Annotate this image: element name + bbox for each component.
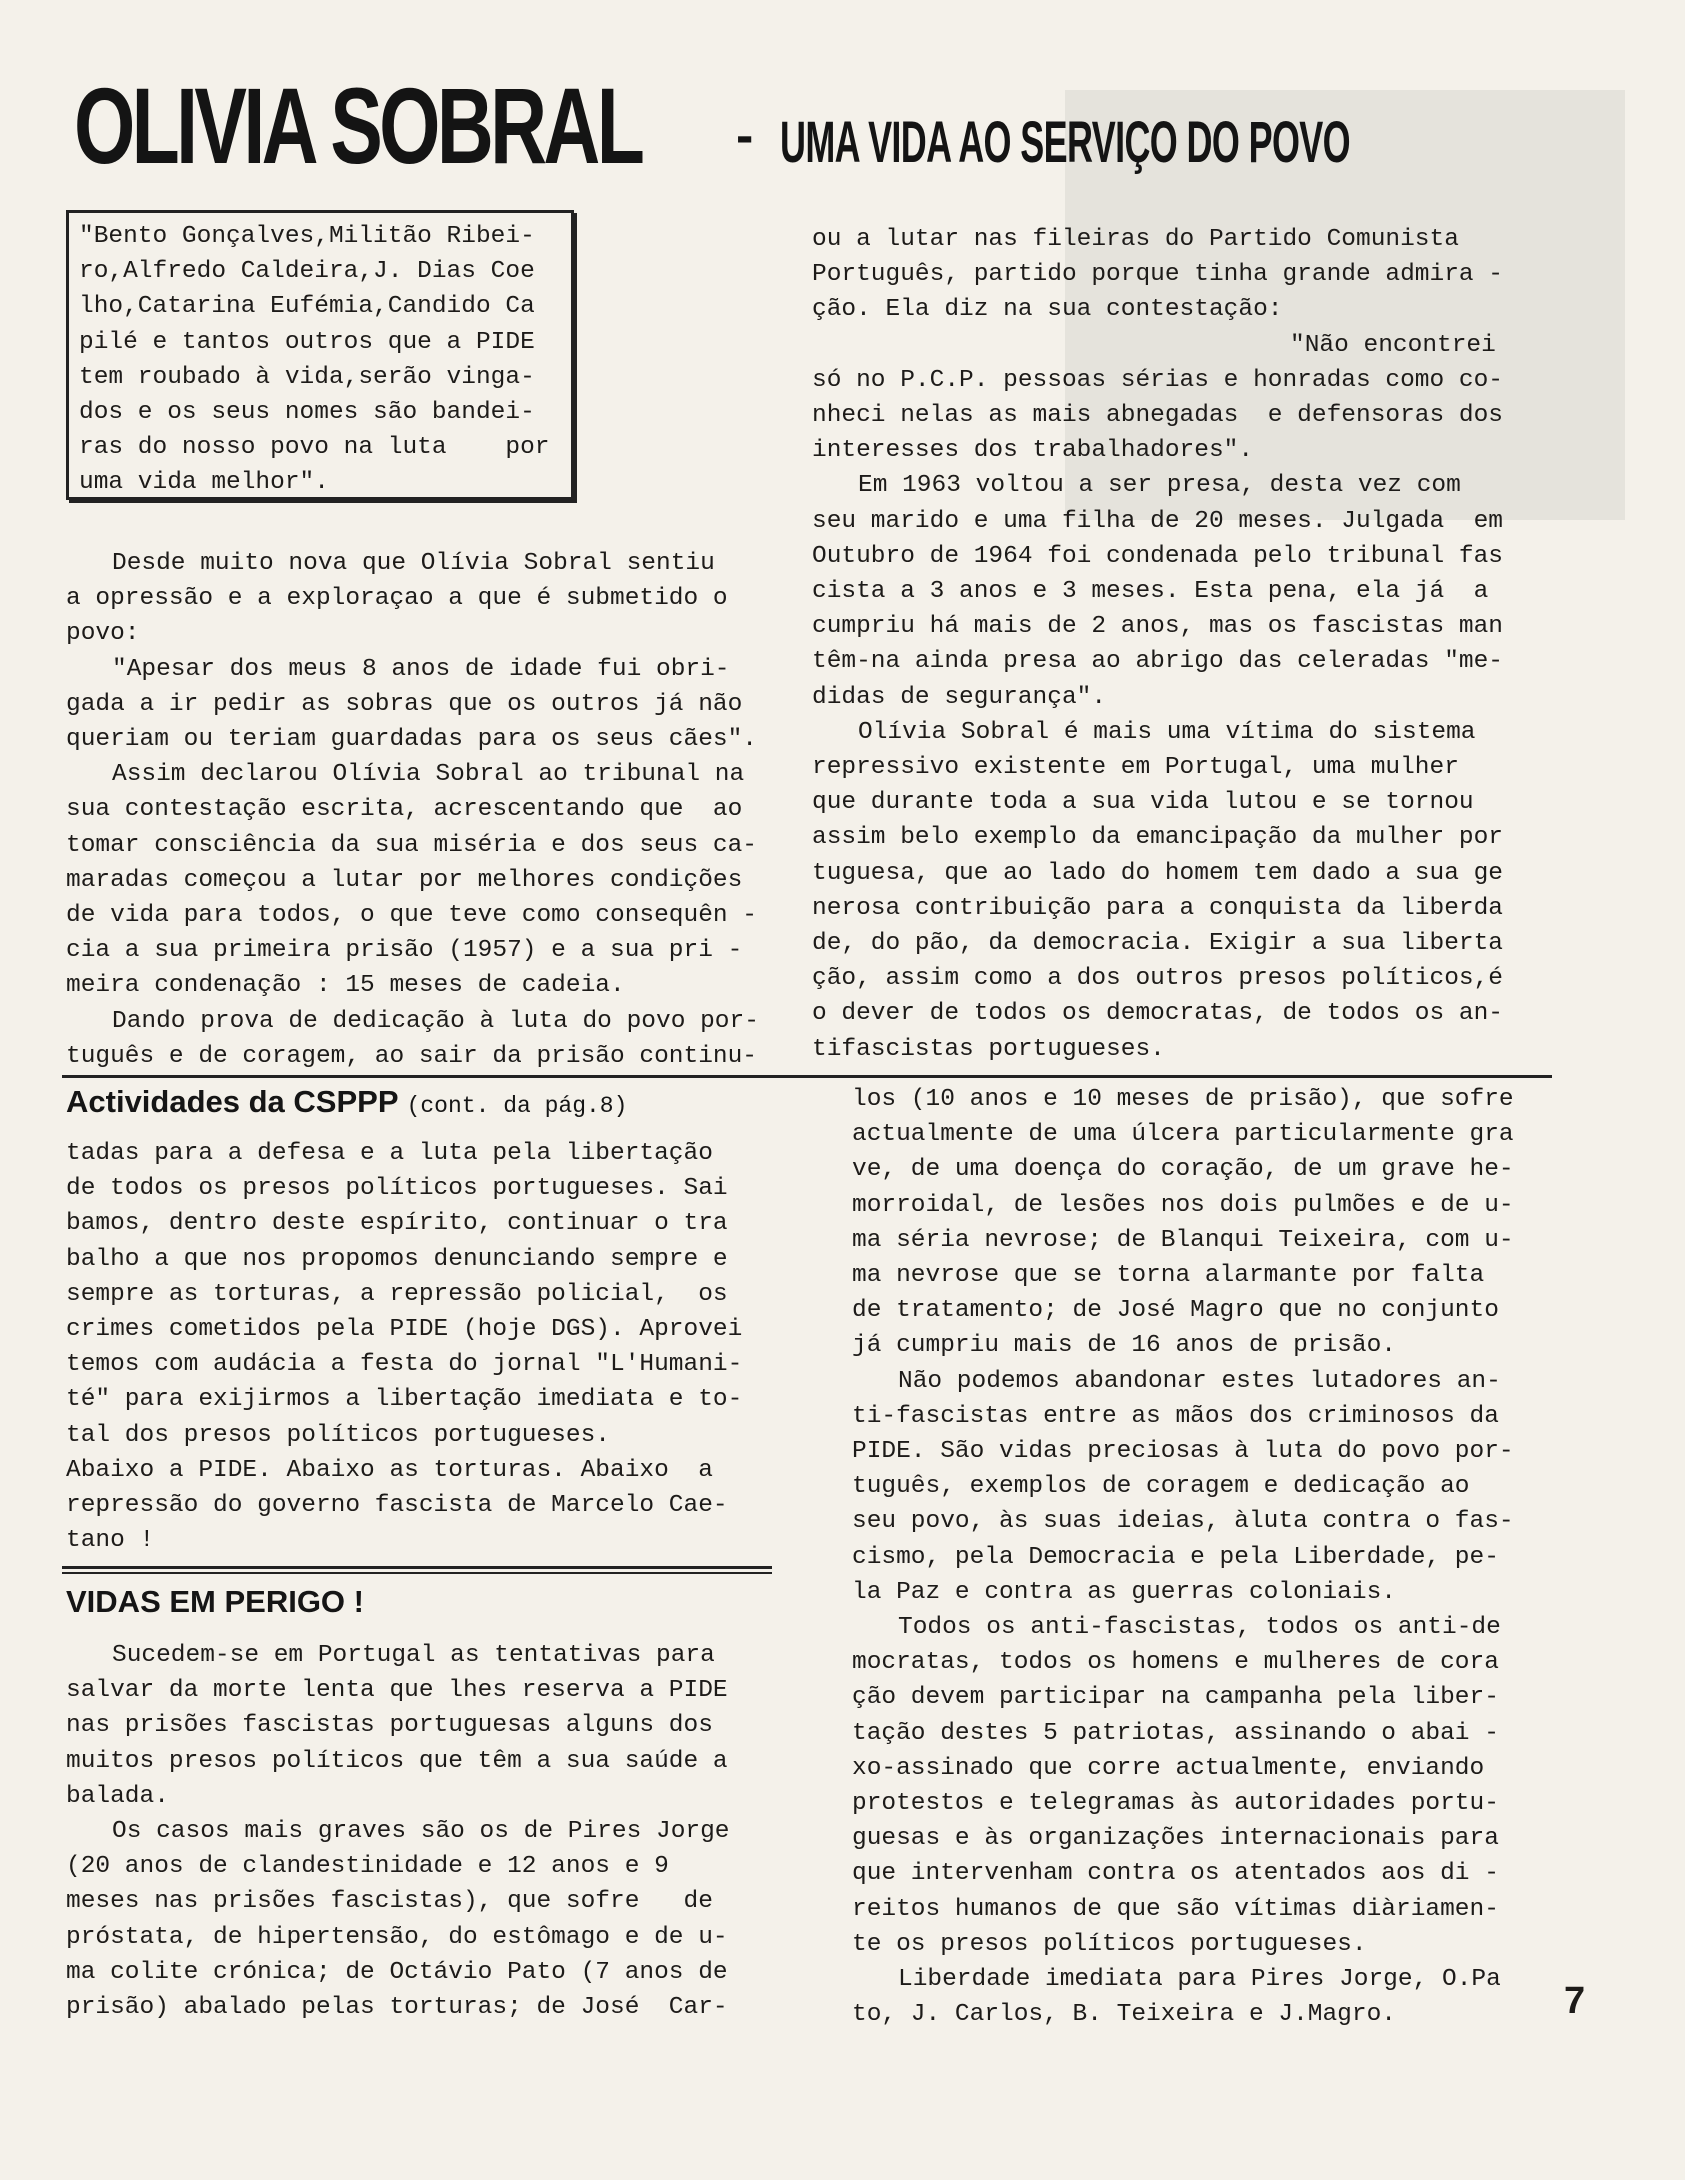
vidas-line: muitos presos políticos que têm a sua saúde a (66, 1747, 728, 1775)
article-line: a opressão e a exploraçao a que é submetido o (66, 585, 728, 613)
quote-line: pilé e tantos outros que a PIDE (79, 328, 535, 356)
article-line: Português, partido porque tinha grande admira - (812, 261, 1504, 289)
article-line: o dever de todos os democratas, de todos os an- (812, 1000, 1504, 1028)
cspp-line: bamos, dentro deste espírito, continuar o tra (66, 1210, 728, 1238)
headline (74, 40, 1454, 186)
vidas-line: Sucedem-se em Portugal as tentativas para (112, 1642, 715, 1669)
cspp-column (66, 1136, 742, 1558)
cspp-line: repressão do governo fascista de Marcelo Cae- (66, 1492, 728, 1520)
vidas-line: ção devem participar na campanha pela liber- (852, 1684, 1499, 1712)
vidas-line: to, J. Carlos, B. Teixeira e J.Magro. (852, 2001, 1396, 2029)
vidas-line: nas prisões fascistas portuguesas alguns dos (66, 1712, 713, 1740)
vidas-line: mocratas, todos os homens e mulheres de cora (852, 1649, 1499, 1677)
vidas-line: (20 anos de clandestinidade e 12 anos e 9 (66, 1853, 669, 1881)
article-line: nerosa contribuição para a conquista da liberda (812, 894, 1504, 922)
article-line: cista a 3 anos e 3 meses. Esta pena, ela já a (812, 578, 1489, 606)
article-line: povo: (66, 620, 140, 648)
quote-box (66, 210, 574, 500)
vidas-line: Liberdade imediata para Pires Jorge, O.Pa (898, 1966, 1501, 1994)
vidas-title: VIDAS EM PERIGO ! (66, 1584, 364, 1619)
cspp-line: tadas para a defesa e a luta pela libertação (66, 1140, 713, 1167)
vidas-line: próstata, de hipertensão, do estômago e de u- (66, 1923, 728, 1951)
vidas-heading (66, 1584, 364, 1620)
cspp-line: Abaixo a PIDE. Abaixo as torturas. Abaixo a (66, 1456, 713, 1484)
article-line: "Não encontrei (1290, 331, 1496, 359)
vidas-line: ma nevrose que se torna alarmante por falta (852, 1262, 1485, 1290)
article-line: assim belo exemplo da emancipação da mulher por (812, 824, 1504, 852)
article-line: nheci nelas as mais abnegadas e defensoras dos (812, 402, 1504, 430)
article-line: Assim declarou Olívia Sobral ao tribunal na (112, 761, 745, 789)
article-line: Outubro de 1964 foi condenada pelo tribunal fas (812, 542, 1504, 570)
headline-subtitle: UMA VIDA AO SERVIÇO DO POVO (780, 110, 1351, 175)
page-number: 7 (1564, 1980, 1586, 2022)
article-line: seu marido e uma filha de 20 meses. Julgada em (812, 507, 1504, 535)
vidas-line: te os presos políticos portugueses. (852, 1930, 1367, 1958)
vidas-left-column (66, 1638, 730, 2025)
section-divider (62, 1075, 1552, 1078)
vidas-line: tação destes 5 patriotas, assinando o abai - (852, 1719, 1499, 1747)
cspp-line: tal dos presos políticos portugueses. (66, 1421, 610, 1449)
quote-line: ro,Alfredo Caldeira,J. Dias Coe (79, 258, 535, 286)
vidas-line: ma séria nevrose; de Blanqui Teixeira, com u- (852, 1226, 1514, 1254)
article-line: tomar consciência da sua miséria e dos seus ca- (66, 831, 758, 859)
article-line: cumpriu há mais de 2 anos, mas os fascistas man (812, 613, 1504, 641)
article-right-column (812, 222, 1503, 1067)
vidas-line: tuguês, exemplos de coragem e dedicação ao (852, 1473, 1470, 1501)
cspp-line: balho a que nos propomos denunciando sempre e (66, 1245, 728, 1273)
vidas-line: já cumpriu mais de 16 anos de prisão. (852, 1332, 1396, 1360)
quote-line: dos e os seus nomes são bandei- (79, 399, 535, 427)
quote-line: tem roubado à vida,serão vinga- (79, 363, 535, 391)
article-line: têm-na ainda presa ao abrigo das celeradas "me- (812, 648, 1504, 676)
article-line: que durante toda a sua vida lutou e se tornou (812, 789, 1474, 817)
vidas-line: seu povo, às suas ideias, àluta contra o fas- (852, 1508, 1514, 1536)
article-line: ção. Ela diz na sua contestação: (812, 296, 1283, 324)
vidas-line: cismo, pela Democracia e pela Liberdade, pe- (852, 1543, 1499, 1571)
cspp-line: de todos os presos políticos portugueses. Sai (66, 1175, 728, 1203)
vidas-line: la Paz e contra as guerras coloniais. (852, 1578, 1396, 1606)
quote-line: uma vida melhor". (79, 469, 329, 497)
vidas-line: meses nas prisões fascistas), que sofre de (66, 1888, 713, 1916)
vidas-line: de tratamento; de José Magro que no conjunto (852, 1297, 1499, 1325)
section-double-rule (62, 1566, 772, 1574)
article-line: queriam ou teriam guardadas para os seus cães". (66, 726, 758, 754)
vidas-line: PIDE. São vidas preciosas à luta do povo por- (852, 1438, 1514, 1466)
vidas-line: prisão) abalado pelas torturas; de José Car- (66, 1994, 728, 2022)
vidas-line: Os casos mais graves são os de Pires Jorge (112, 1818, 730, 1846)
article-line: ou a lutar nas fileiras do Partido Comunista (812, 226, 1459, 253)
vidas-line: ve, de uma doença do coração, de um grave he- (852, 1156, 1514, 1184)
cspp-line: té" para exijirmos a libertação imediata e to- (66, 1386, 743, 1414)
article-line: maradas começou a lutar por melhores condições (66, 866, 743, 894)
vidas-line: salvar da morte lenta que lhes reserva a PIDE (66, 1677, 728, 1705)
vidas-line: balada. (66, 1782, 169, 1810)
quote-line: "Bento Gonçalves,Militão Ribei- (79, 223, 535, 250)
vidas-line: guesas e às organizações internacionais para (852, 1825, 1499, 1853)
vidas-line: ti-fascistas entre as mãos dos criminosos da (852, 1402, 1499, 1430)
vidas-line: actualmente de uma úlcera particularmente gra (852, 1121, 1514, 1149)
cspp-line: sempre as torturas, a repressão policial, os (66, 1280, 728, 1308)
article-line: interesses dos trabalhadores". (812, 437, 1254, 465)
article-line: de vida para todos, o que teve como consequên - (66, 902, 758, 930)
vidas-line: xo-assinado que corre actualmente, enviando (852, 1754, 1485, 1782)
article-line: didas de segurança". (812, 683, 1107, 711)
article-line: Olívia Sobral é mais uma vítima do sistema (858, 718, 1476, 746)
headline-separator: - (736, 107, 754, 165)
cspp-line: crimes cometidos pela PIDE (hoje DGS). Aprovei (66, 1316, 743, 1344)
vidas-line: morroidal, de lesões nos dois pulmões e de u- (852, 1191, 1514, 1219)
vidas-line: protestos e telegramas às autoridades portu- (852, 1790, 1499, 1818)
vidas-line: Não podemos abandonar estes lutadores an- (898, 1367, 1501, 1395)
article-left-column (66, 546, 759, 1074)
article-line: meira condenação : 15 meses de cadeia. (66, 972, 625, 1000)
vidas-line: reitos humanos de que são vítimas diàriamen- (852, 1895, 1499, 1923)
vidas-line: Todos os anti-fascistas, todos os anti-de (898, 1614, 1501, 1642)
headline-title: OLIVIA SOBRAL (74, 65, 642, 186)
article-line: ção, assim como a dos outros presos políticos,é (812, 965, 1504, 993)
vidas-line: los (10 anos e 10 meses de prisão), que sofre (852, 1086, 1514, 1113)
article-line: Dando prova de dedicação à luta do povo por- (112, 1007, 759, 1035)
quote-line: lho,Catarina Eufémia,Candido Ca (79, 293, 535, 321)
vidas-right-column (852, 1082, 1514, 2032)
quote-line: ras do nosso povo na luta por (79, 434, 550, 462)
cspp-continuation: (cont. da pág.8) (406, 1093, 628, 1119)
article-line: gada a ir pedir as sobras que os outros já não (66, 690, 743, 718)
article-line: Desde muito nova que Olívia Sobral sentiu (112, 550, 715, 577)
article-line: cia a sua primeira prisão (1957) e a sua pri - (66, 937, 743, 965)
article-line: Em 1963 voltou a ser presa, desta vez com (858, 472, 1461, 500)
cspp-line: tano ! (66, 1527, 155, 1555)
article-line: sua contestação escrita, acrescentando que ao (66, 796, 743, 824)
article-line: repressivo existente em Portugal, uma mulher (812, 754, 1459, 782)
article-line: tifascistas portugueses. (812, 1035, 1165, 1063)
article-line: tuguês e de coragem, ao sair da prisão continu- (66, 1042, 758, 1070)
vidas-line: ma colite crónica; de Octávio Pato (7 anos de (66, 1958, 728, 1986)
vidas-line: que intervenham contra os atentados aos di - (852, 1860, 1499, 1888)
cspp-title: Actividades da CSPPP (66, 1084, 398, 1119)
article-line: tuguesa, que ao lado do homem tem dado a sua ge (812, 859, 1504, 887)
cspp-heading (66, 1084, 627, 1120)
cspp-line: temos com audácia a festa do jornal "L'Humani- (66, 1351, 743, 1379)
article-line: de, do pão, da democracia. Exigir a sua liberta (812, 930, 1504, 958)
article-line: só no P.C.P. pessoas sérias e honradas como co- (812, 366, 1504, 394)
article-line: "Apesar dos meus 8 anos de idade fui obri- (112, 655, 730, 683)
